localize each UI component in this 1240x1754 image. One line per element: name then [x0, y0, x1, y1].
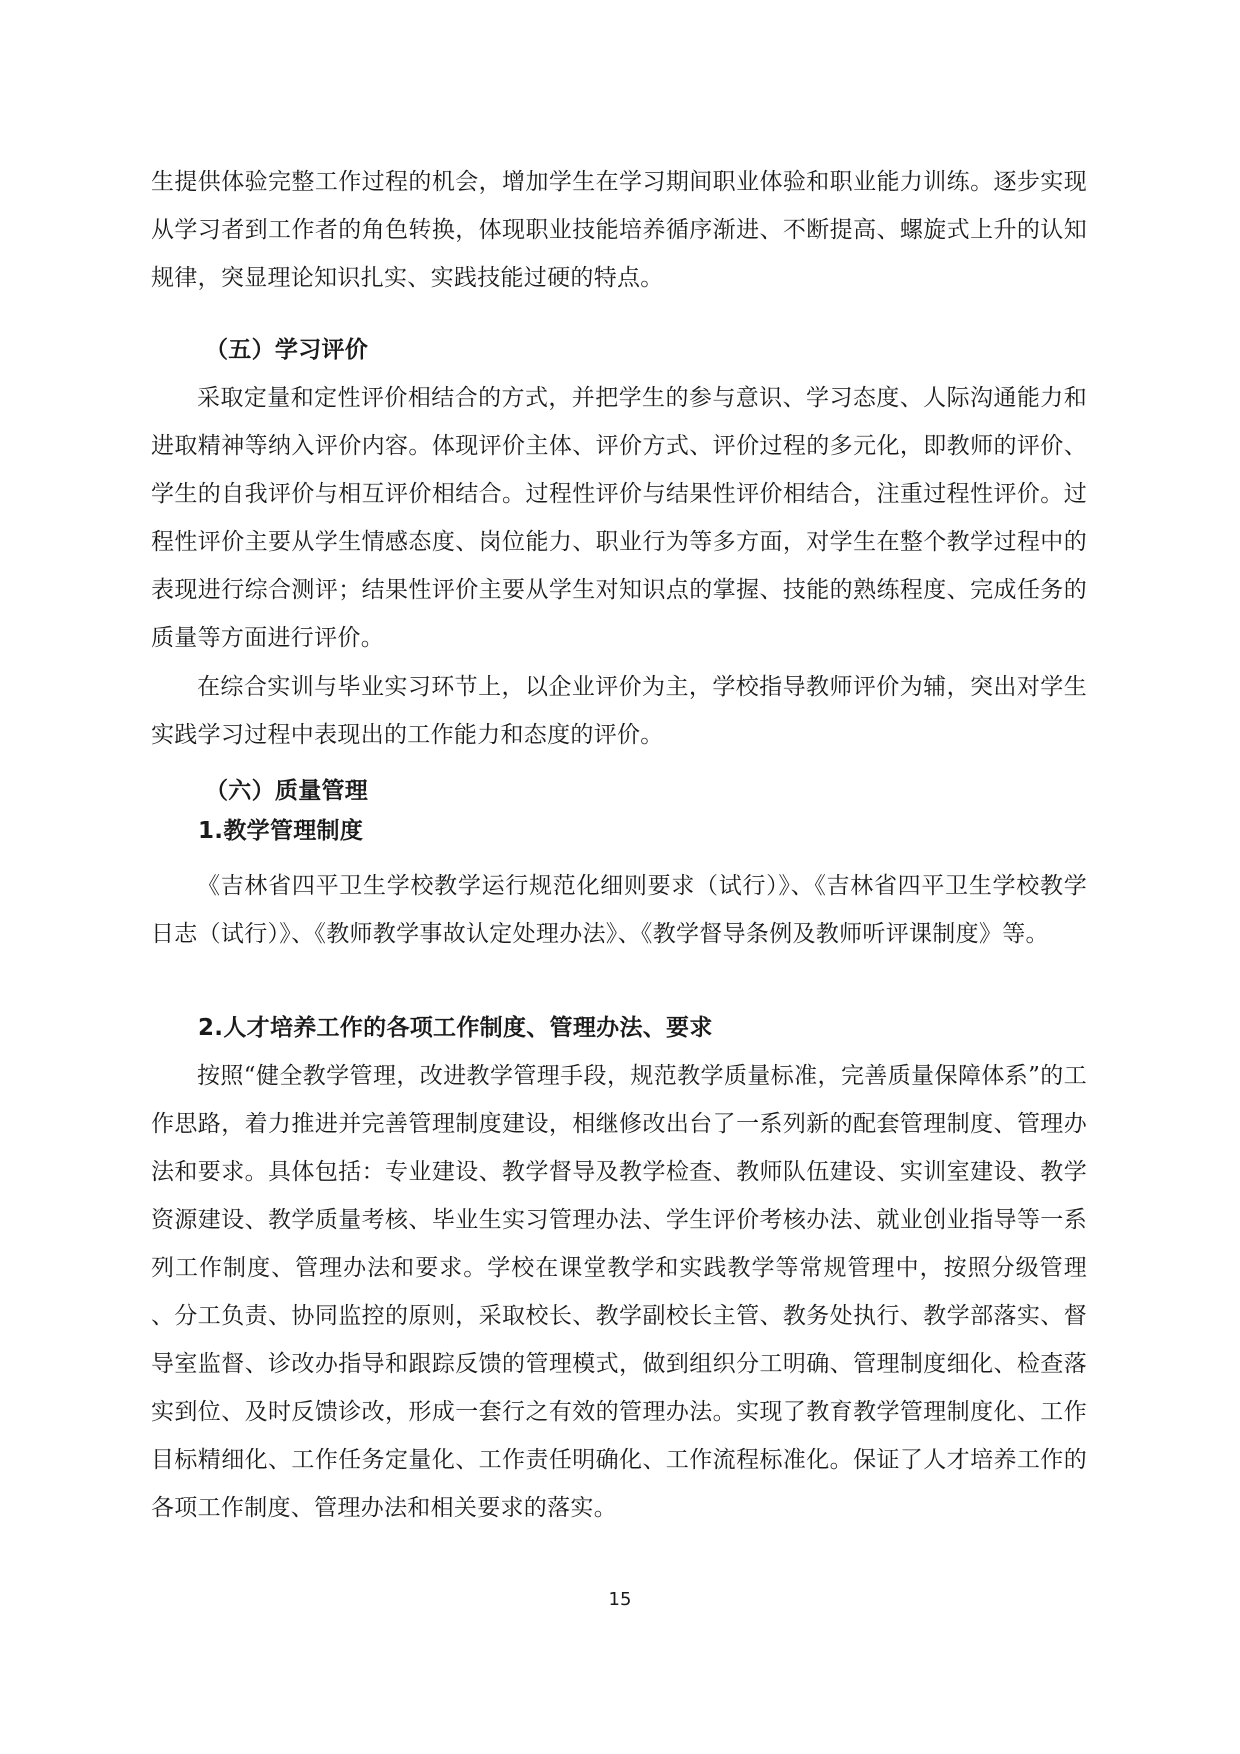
subheading-talent-cultivation-systems: 2.人才培养工作的各项工作制度、管理办法、要求: [198, 1015, 713, 1041]
paragraph-career-experience: 生提供体验完整工作过程的机会，增加学生在学习期间职业体验和职业能力训练。逐步实现从学习者到工作者的角色转换，体现职业技能培养循序渐进、不断提高、螺旋式上升的认知规律，突显理论知识扎实、实践技能过硬的特点。: [151, 169, 1087, 291]
page-number: 15: [608, 1589, 632, 1610]
paragraph-internship-evaluation: 在综合实训与毕业实习环节上，以企业评价为主，学校指导教师评价为辅，突出对学生实践学习过程中表现出的工作能力和态度的评价。: [151, 674, 1087, 748]
subheading-teaching-management-system: 1.教学管理制度: [198, 818, 364, 844]
section-heading-learning-evaluation: （五）学习评价: [205, 337, 369, 363]
section-heading-quality-management: （六）质量管理: [205, 778, 369, 804]
paragraph-regulation-documents: 《吉林省四平卫生学校教学运行规范化细则要求（试行）》、《吉林省四平卫生学校教学日志（试行）》、《教师教学事故认定处理办法》、《教学督导条例及教师听评课制度》等。: [151, 873, 1087, 947]
paragraph-management-implementation: 按照“健全教学管理，改进教学管理手段，规范教学质量标准，完善质量保障体系”的工作思路，着力推进并完善管理制度建设，相继修改出台了一系列新的配套管理制度、管理办法和要求。具体包括：专业建设、教学督导及教学检查、教师队伍建设、实训室建设、教学资源建设、教学质量考核、毕业生实习管理办法、学生评价考核办法、就业创业指导等一系列工作制度、管理办法和要求。学校在课堂教学和实践教学等常规管理中，按照分级管理 、分工负责、协同监控的原则，采取校长、教学副校长主管、教务处执行、教学部落实、督导室监督、诊改办指导和跟踪反馈的管理模式，做到组织分工明确、管理制度细化、检查落实到位、及时反馈诊改，形成一套行之有效的管理办法。实现了教育教学管理制度化、工作目标精细化、工作任务定量化、工作责任明确化、工作流程标准化。保证了人才培养工作的各项工作制度、管理办法和相关要求的落实。: [151, 1063, 1087, 1521]
paragraph-evaluation-methods: 采取定量和定性评价相结合的方式，并把学生的参与意识、学习态度、人际沟通能力和进取精神等纳入评价内容。体现评价主体、评价方式、评价过程的多元化，即教师的评价、学生的自我评价与相互评价相结合。过程性评价与结果性评价相结合，注重过程性评价。过程性评价主要从学生情感态度、岗位能力、职业行为等多方面，对学生在整个教学过程中的表现进行综合测评；结果性评价主要从学生对知识点的掌握、技能的熟练程度、完成任务的质量等方面进行评价。: [151, 385, 1087, 651]
